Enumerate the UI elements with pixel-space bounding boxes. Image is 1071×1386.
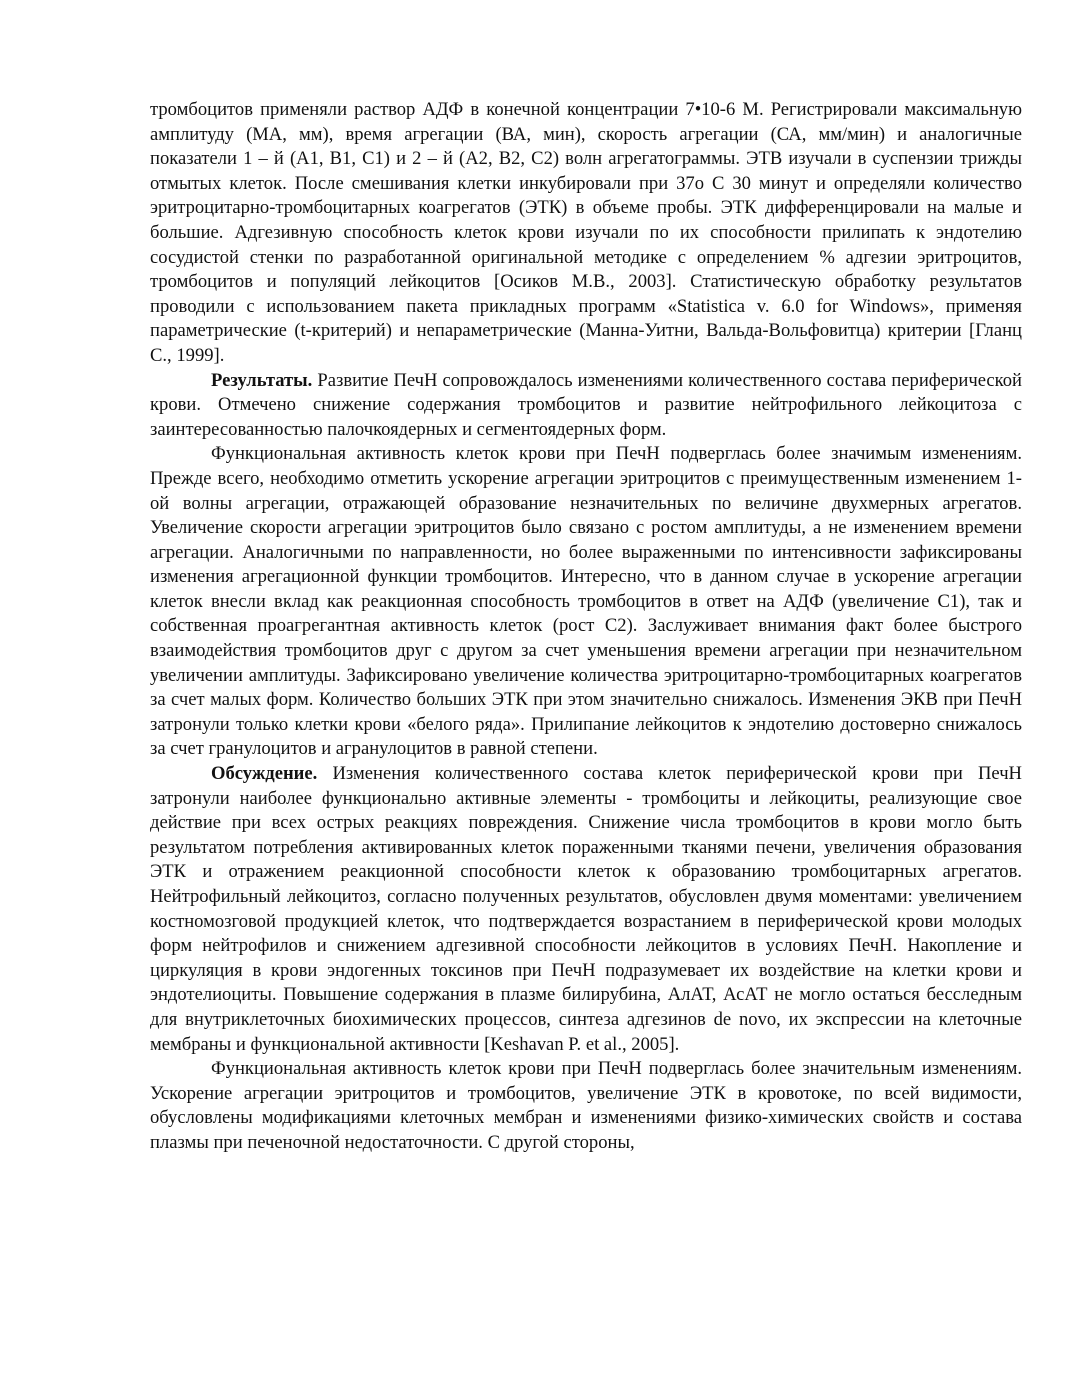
section-heading-discussion: Обсуждение. (211, 763, 318, 785)
paragraph-text: Функциональная активность клеток крови при ПечН подверглась более значимым изменениям. Прежде всего, необходимо отметить ускорение агрегации эритроцитов с преимущественным изменением 1-ой волны агрегации, отражающей образование незначительных по величине двухмерных агрегатов. Увеличение скорости агрегации эритроцитов было связано с ростом амплитуды, а не изменением времени агрегации. Аналогичными по направленности, но более выраженными по интенсивности зафиксированы изменения агрегационной функции тромбоцитов. Интересно, что в данном случае в ускорение агрегации клеток внесли вклад как реакционная способность тромбоцитов в ответ на АДФ (увеличение С1), так и собственная проагрегантная активность клеток (рост С2). Заслуживает внимания факт более быстрого взаимодействия тромбоцитов друг с другом за счет уменьшения времени агрегации при незначительном увеличении амплитуды. Зафиксировано увеличение количества эритроцитарно-тромбоцитарных коагрегатов за счет малых форм. Количество больших ЭТК при этом значительно снижалось. Изменения ЭКВ при ПечН затронули только клетки крови «белого ряда». Прилипание лейкоцитов к эндотелию достоверно снижалось за счет гранулоцитов и агранулоцитов в равной степени. (150, 443, 1022, 760)
paragraph-discussion (150, 762, 1022, 1057)
paragraph-text: Изменения количественного состава клеток периферической крови при ПечН затронули наиболее функционально активные элементы - тромбоциты и лейкоциты, реализующие свое действие при всех острых реакциях повреждения. Снижение числа тромбоцитов в крови могло быть результатом потребления активированных клеток пораженными тканями печени, увеличения образования ЭТК и отражением реакционной способности клеток к образованию тромбоцитарных агрегатов. Нейтрофильный лейкоцитоз, согласно полученных результатов, обусловлен двумя моментами: увеличением костномозговой продукцией клеток, что подтверждается возрастанием в периферической крови молодых форм нейтрофилов и снижением адгезивной способности лейкоцитов в условиях ПечН. Накопление и циркуляция в крови эндогенных токсинов при ПечН подразумевает их воздействие на клетки крови и эндотелиоциты. Повышение содержания в плазме билирубина, АлАТ, АсАТ не могло остаться бесследным для внутриклеточных биохимических процессов, синтеза адгезинов de novo, их экспрессии на клеточные мембраны и функциональной активности [Keshavan P. et al., 2005]. (150, 763, 1022, 1055)
paragraph-methods-continued (150, 98, 1022, 369)
paragraph-text: Функциональная активность клеток крови при ПечН подверглась более значительным изменениям. Ускорение агрегации эритроцитов и тромбоцитов, увеличение ЭТК в кровотоке, по всей видимости, обусловлены модификациями клеточных мембран и изменениями физико-химических свойств и состава плазмы при печеночной недостаточности. С другой стороны, (150, 1058, 1022, 1153)
paragraph-results (150, 369, 1022, 443)
paragraph-text: тромбоцитов применяли раствор АДФ в конечной концентрации 7•10-6 М. Регистрировали максимальную амплитуду (МА, мм), время агрегации (ВА, мин), скорость агрегации (СА, мм/мин) и аналогичные показатели 1 – й (А1, В1, С1) и 2 – й (А2, В2, С2) волн агрегатограммы. ЭТВ изучали в суспензии трижды отмытых клеток. После смешивания клетки инкубировали при 37о С 30 минут и определяли количество эритроцитарно-тромбоцитарных коагрегатов (ЭТК) в объеме пробы. ЭТК дифференцировали на малые и большие. Адгезивную способность клеток крови изучали по их способности прилипать к эндотелию сосудистой стенки по разработанной оригинальной методике с определением % адгезии эритроцитов, тромбоцитов и популяций лейкоцитов [Осиков М.В., 2003]. Статистическую обработку результатов проводили с использованием пакета прикладных программ «Statistica v. 6.0 for Windows», применяя параметрические (t-критерий) и непараметрические (Манна-Уитни, Вальда-Вольфовитца) критерии [Гланц С., 1999]. (150, 99, 1022, 366)
paragraph-functional-activity-continued (150, 1057, 1022, 1155)
paragraph-functional-activity (150, 442, 1022, 762)
section-heading-results: Результаты. (211, 369, 313, 391)
document-page (150, 98, 1022, 1156)
paragraph-text: Развитие ПечН сопровождалось изменениями количественного состава периферической крови. Отмечено снижение содержания тромбоцитов и развитие нейтрофильного лейкоцитоза с заинтересованностью палочкоядерных и сегментоядерных форм. (150, 369, 1022, 440)
